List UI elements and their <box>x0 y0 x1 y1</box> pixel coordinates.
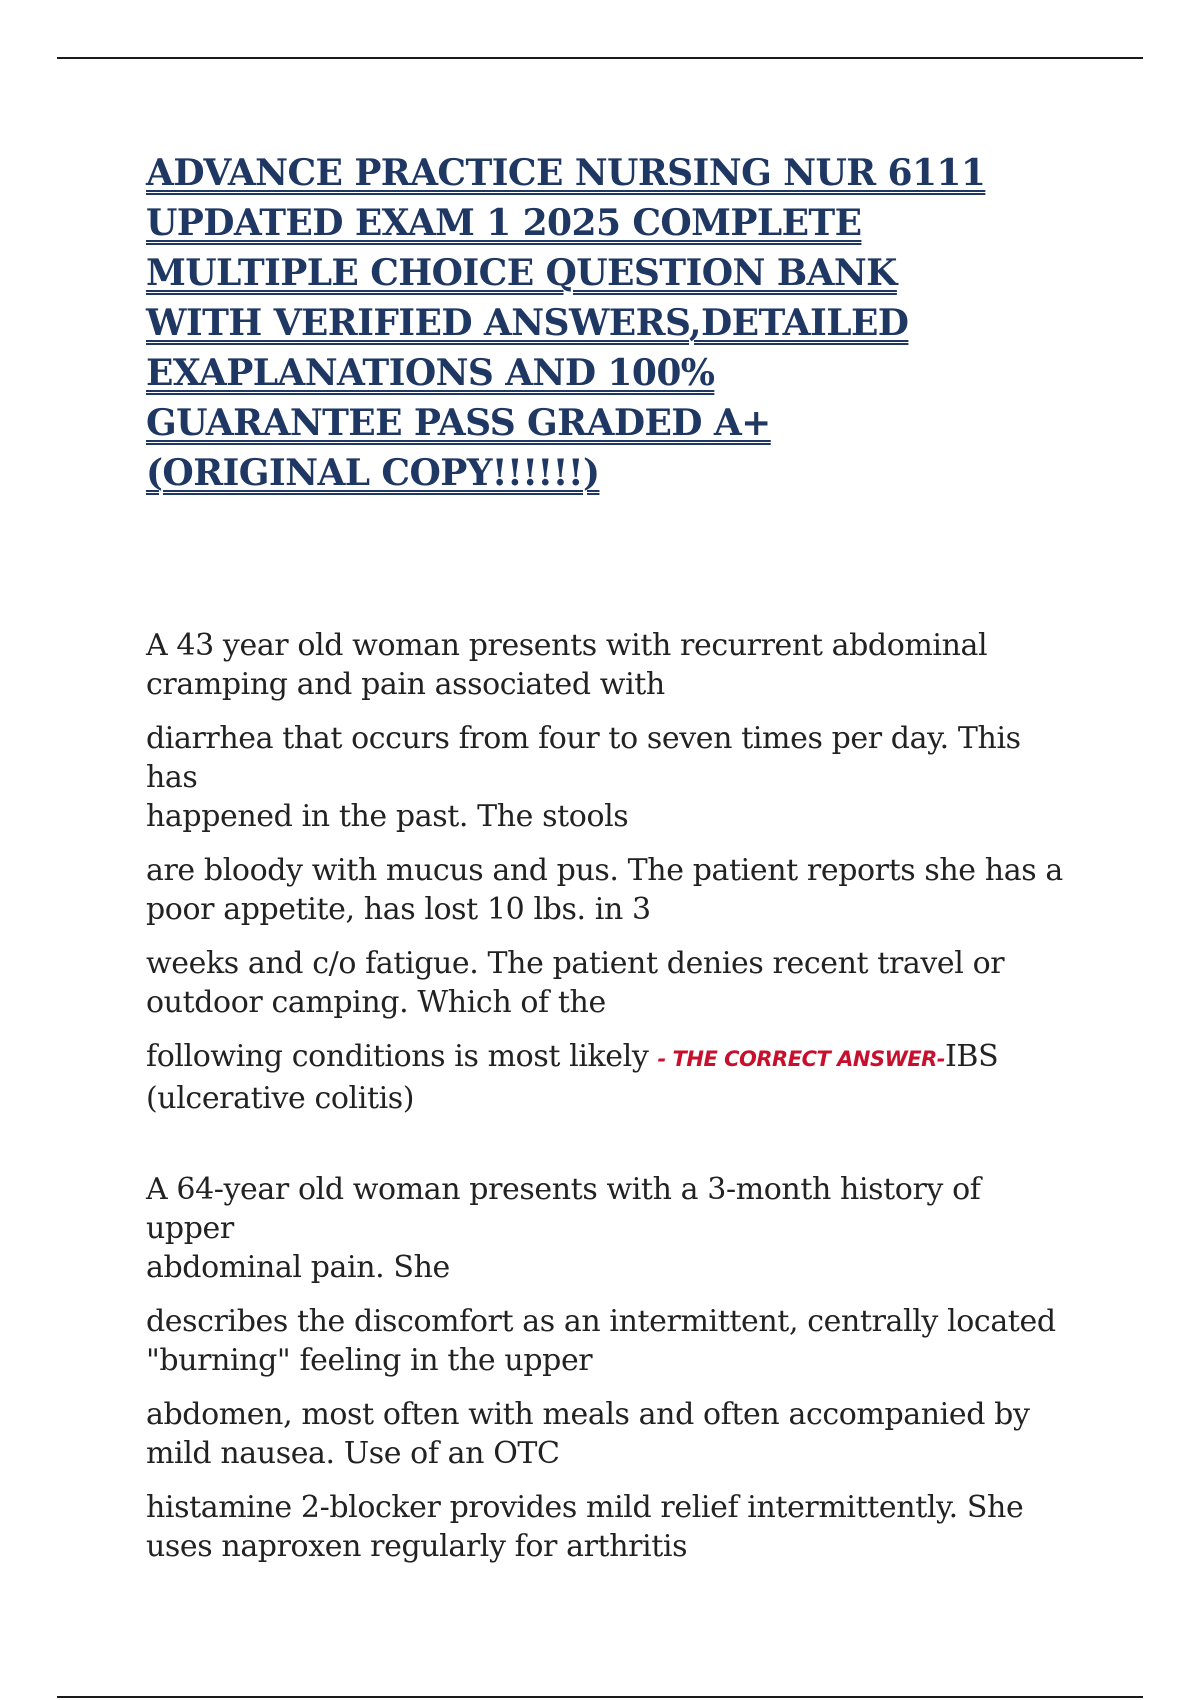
question-2-paragraph-4: histamine 2-blocker provides mild relief intermittently. She uses naproxen regularly for arthritis <box>146 1490 1024 1564</box>
question-1-paragraph-4: weeks and c/o fatigue. The patient denies recent travel or outdoor camping. Which of the <box>146 946 1005 1020</box>
document-title: ADVANCE PRACTICE NURSING NUR 6111 UPDATED EXAM 1 2025 COMPLETE MULTIPLE CHOICE QUESTION BANK WITH VERIFIED ANSWERS,DETAILED EXAPLANATIONS AND 100% GUARANTEE PASS GRADED A+ (ORIGINAL COPY!!!!!!) <box>146 152 986 494</box>
question-1-answer: IBS (ulcerative colitis) <box>146 1039 999 1116</box>
bottom-rule <box>57 1696 1143 1698</box>
question-1-paragraph-3: are bloody with mucus and pus. The patient reports she has a poor appetite, has lost 10 lbs. in 3 <box>146 853 1063 927</box>
question-2-paragraph-1: A 64-year old woman presents with a 3-month history of upper abdominal pain. She <box>146 1172 981 1285</box>
question-1-paragraph-2: diarrhea that occurs from four to seven times per day. This has happened in the past. The stools <box>146 721 1021 834</box>
question-2 <box>146 1170 1076 1566</box>
question-1-final-stem: following conditions is most likely <box>146 1039 658 1074</box>
page-content <box>146 148 1076 1581</box>
question-2-paragraph-3: abdomen, most often with meals and often accompanied by mild nausea. Use of an OTC <box>146 1397 1030 1471</box>
correct-answer-tag: - THE CORRECT ANSWER- <box>657 1047 945 1071</box>
question-1-paragraph-1: A 43 year old woman presents with recurrent abdominal cramping and pain associated with <box>146 628 988 702</box>
question-1 <box>146 626 1076 1118</box>
top-rule <box>57 57 1143 59</box>
question-2-paragraph-2: describes the discomfort as an intermittent, centrally located "burning" feeling in the upper <box>146 1304 1056 1378</box>
question-1-answer-line <box>146 1037 1076 1118</box>
